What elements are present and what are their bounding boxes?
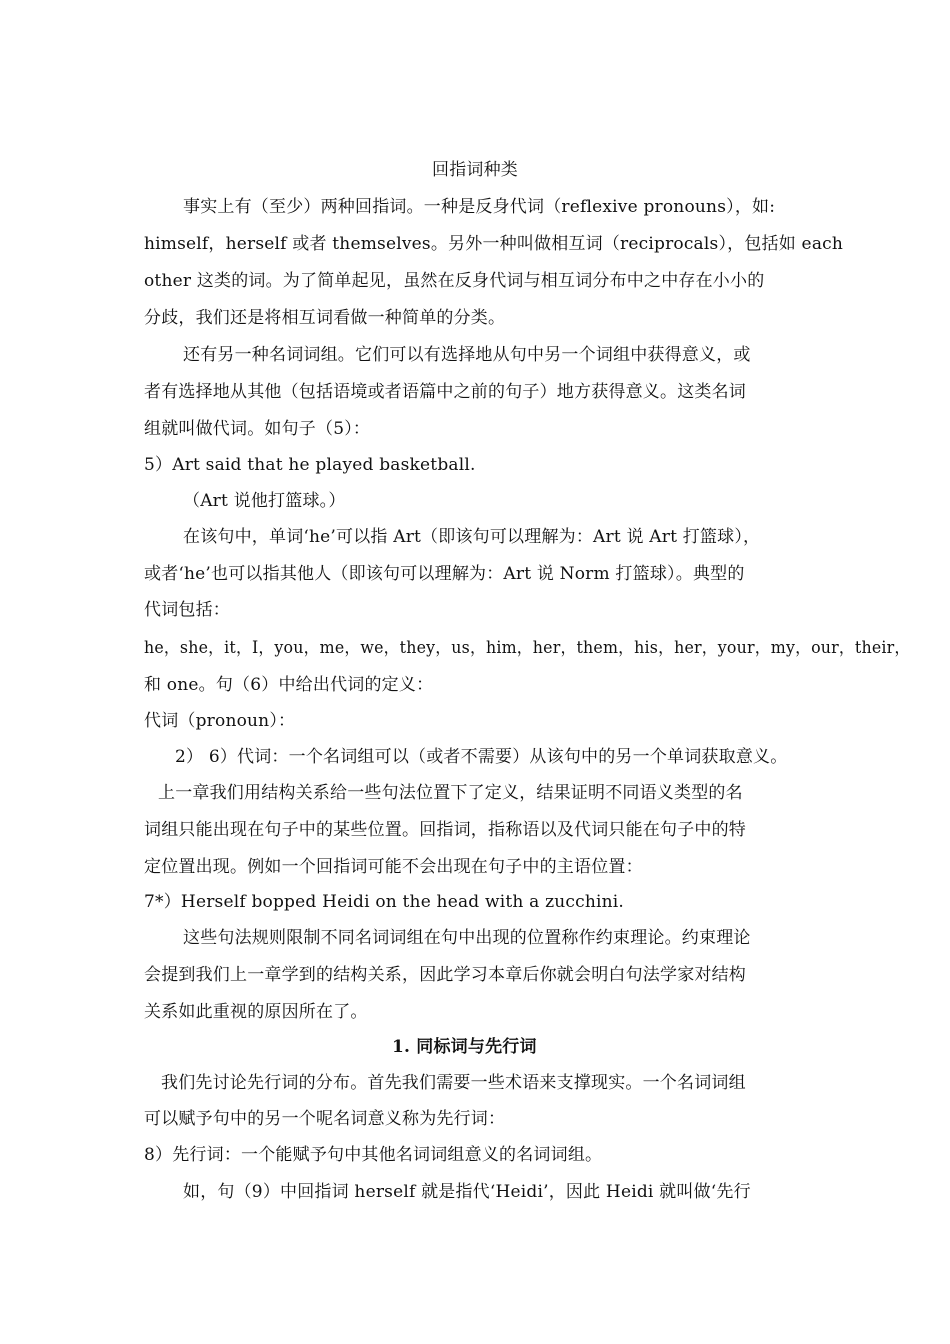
paragraph-line: 我们先讨论先行词的分布。首先我们需要一些术语来支撑现实。一个名词词组 [161, 1073, 746, 1093]
definition-label: 代词（pronoun）： [144, 711, 296, 731]
paragraph-line: other 这类的词。为了简单起见，虽然在反身代词与相互词分布中之中存在小小的 [144, 271, 765, 291]
paragraph-line: 关系如此重视的原因所在了。 [144, 1002, 368, 1022]
paragraph-line: 可以赋予句中的另一个呢名词意义称为先行词： [144, 1109, 506, 1129]
paragraph-line: 会提到我们上一章学到的结构关系，因此学习本章后你就会明白句法学家对结构 [144, 965, 746, 985]
paragraph-line: 组就叫做代词。如句子（5）： [144, 419, 371, 439]
example-sentence: 5）Art said that he played basketball. [144, 455, 476, 475]
pronoun-list: he，she，it，I，you，me，we，they，us，him，her，them，his，her，your，my，our，their， [144, 638, 911, 658]
paragraph-line: 分歧，我们还是将相互词看做一种简单的分类。 [144, 308, 506, 328]
paragraph-line: himself，herself 或者 themselves。另外一种叫做相互词（reciprocals），包括如 each [144, 234, 844, 254]
example-sentence: 7*）Herself bopped Heidi on the head with a zucchini. [144, 892, 625, 912]
definition-line: 8）先行词：一个能赋予句中其他名词词组意义的名词词组。 [144, 1145, 603, 1165]
paragraph-line: 和 one。句（6）中给出代词的定义： [144, 675, 434, 695]
paragraph-line: 者有选择地从其他（包括语境或者语篇中之前的句子）地方获得意义。这类名词 [144, 382, 746, 402]
paragraph-line: 还有另一种名词词组。它们可以有选择地从句中另一个词组中获得意义，或 [183, 345, 751, 365]
definition-line: 2） 6）代词：一个名词组可以（或者不需要）从该句中的另一个单词获取意义。 [175, 747, 788, 767]
paragraph-line: 在该句中，单词‘he’可以指 Art（即该句可以理解为：Art 说 Art 打篮球）， [183, 527, 761, 547]
paragraph-line: 上一章我们用结构关系给一些句法位置下了定义，结果证明不同语义类型的名 [158, 783, 743, 803]
section-heading: 1. 同标词与先行词 [392, 1037, 537, 1057]
paragraph-line: 定位置出现。例如一个回指词可能不会出现在句子中的主语位置： [144, 857, 643, 877]
paragraph-line: 词组只能出现在句子中的某些位置。回指词，指称语以及代词只能在句子中的特 [144, 820, 746, 840]
paragraph-line: 如，句（9）中回指词 herself 就是指代‘Heidi’，因此 Heidi 就叫做‘先行 [183, 1182, 751, 1202]
paragraph-line: 这些句法规则限制不同名词词组在句中出现的位置称作约束理论。约束理论 [183, 928, 751, 948]
document-title: 回指词种类 [432, 160, 518, 180]
paragraph-line: 或者‘he’也可以指其他人（即该句可以理解为：Art 说 Norm 打篮球）。典型的 [144, 564, 745, 584]
paragraph-line: 事实上有（至少）两种回指词。一种是反身代词（reflexive pronouns），如: [183, 197, 776, 217]
example-translation: （Art 说他打篮球。） [183, 491, 346, 511]
paragraph-line: 代词包括： [144, 600, 230, 620]
